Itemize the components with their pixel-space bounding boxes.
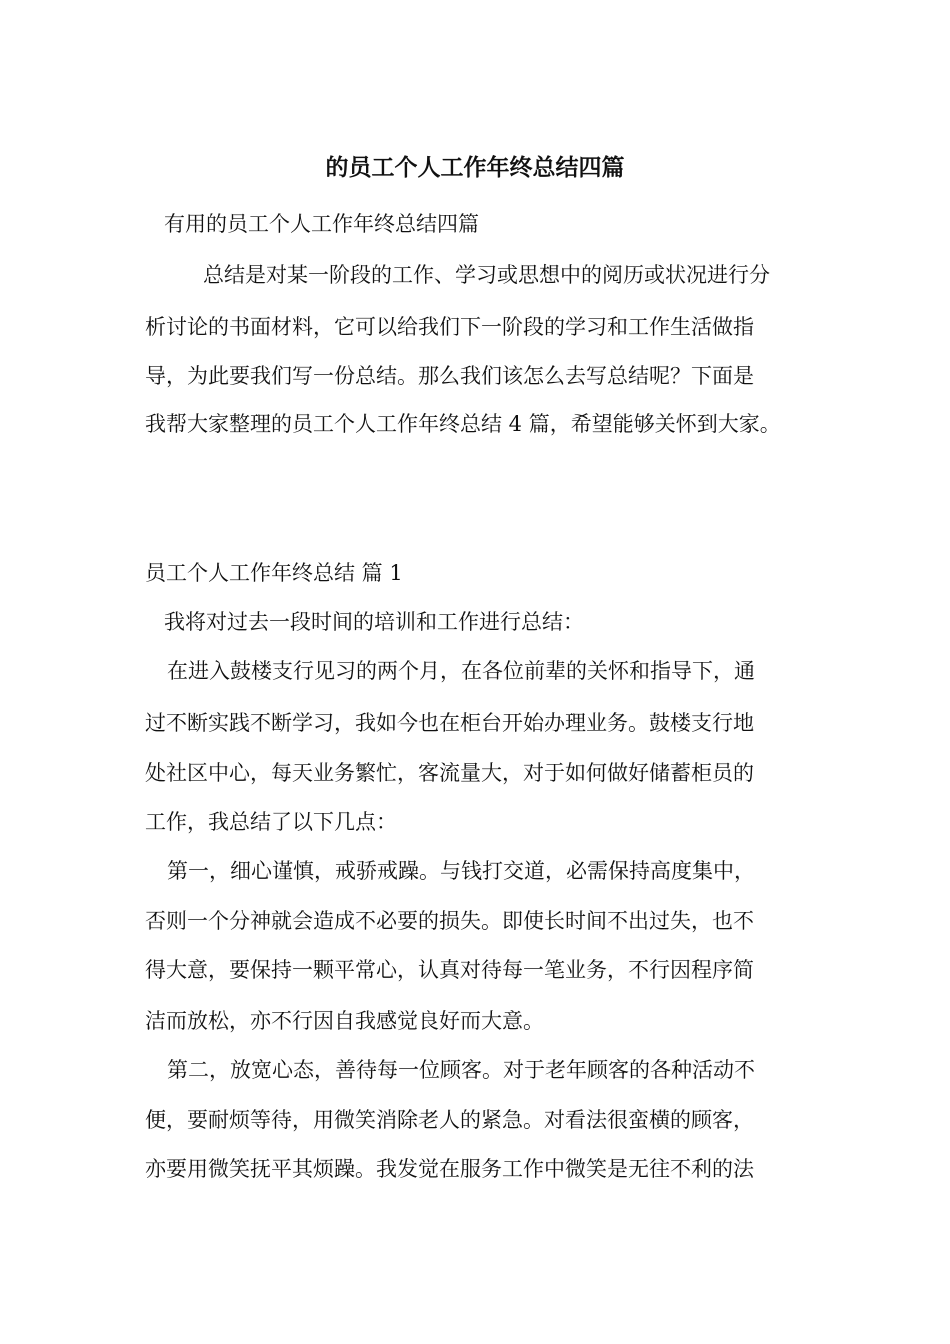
- intro-line: 导，为此要我们写一份总结。那么我们该怎么去写总结呢？下面是: [145, 364, 754, 388]
- body-line: 工作，我总结了以下几点：: [145, 810, 397, 834]
- body-line: 洁而放松，亦不行因自我感觉良好而大意。: [145, 1009, 544, 1033]
- body-line: 便，要耐烦等待，用微笑消除老人的紧急。对看法很蛮横的顾客，: [145, 1108, 754, 1132]
- section-heading: 员工个人工作年终总结 篇 1: [145, 561, 403, 585]
- body-line: 得大意，要保持一颗平常心，认真对待每一笔业务，不行因程序简: [145, 958, 754, 982]
- body-line: 在进入鼓楼支行见习的两个月，在各位前辈的关怀和指导下，通: [167, 659, 755, 683]
- body-line: 第一，细心谨慎，戒骄戒躁。与钱打交道，必需保持高度集中，: [167, 859, 755, 883]
- intro-line: 析讨论的书面材料，它可以给我们下一阶段的学习和工作生活做指: [145, 315, 754, 339]
- document-title: 的员工个人工作年终总结四篇: [325, 155, 625, 181]
- body-line: 否则一个分神就会造成不必要的损失。即使长时间不出过失，也不: [145, 909, 754, 933]
- body-line: 我将对过去一段时间的培训和工作进行总结：: [164, 610, 584, 634]
- body-line: 过不断实践不断学习，我如今也在柜台开始办理业务。鼓楼支行地: [145, 711, 754, 735]
- body-line: 亦要用微笑抚平其烦躁。我发觉在服务工作中微笑是无往不利的法: [145, 1157, 754, 1181]
- intro-line: 我帮大家整理的员工个人工作年终总结 4 篇，希望能够关怀到大家。: [145, 412, 781, 436]
- body-line: 处社区中心，每天业务繁忙，客流量大，对于如何做好储蓄柜员的: [145, 761, 754, 785]
- document-subtitle: 有用的员工个人工作年终总结四篇: [164, 212, 479, 236]
- intro-line: 总结是对某一阶段的工作、学习或思想中的阅历或状况进行分: [203, 263, 770, 287]
- body-line: 第二，放宽心态，善待每一位顾客。对于老年顾客的各种活动不: [167, 1058, 755, 1082]
